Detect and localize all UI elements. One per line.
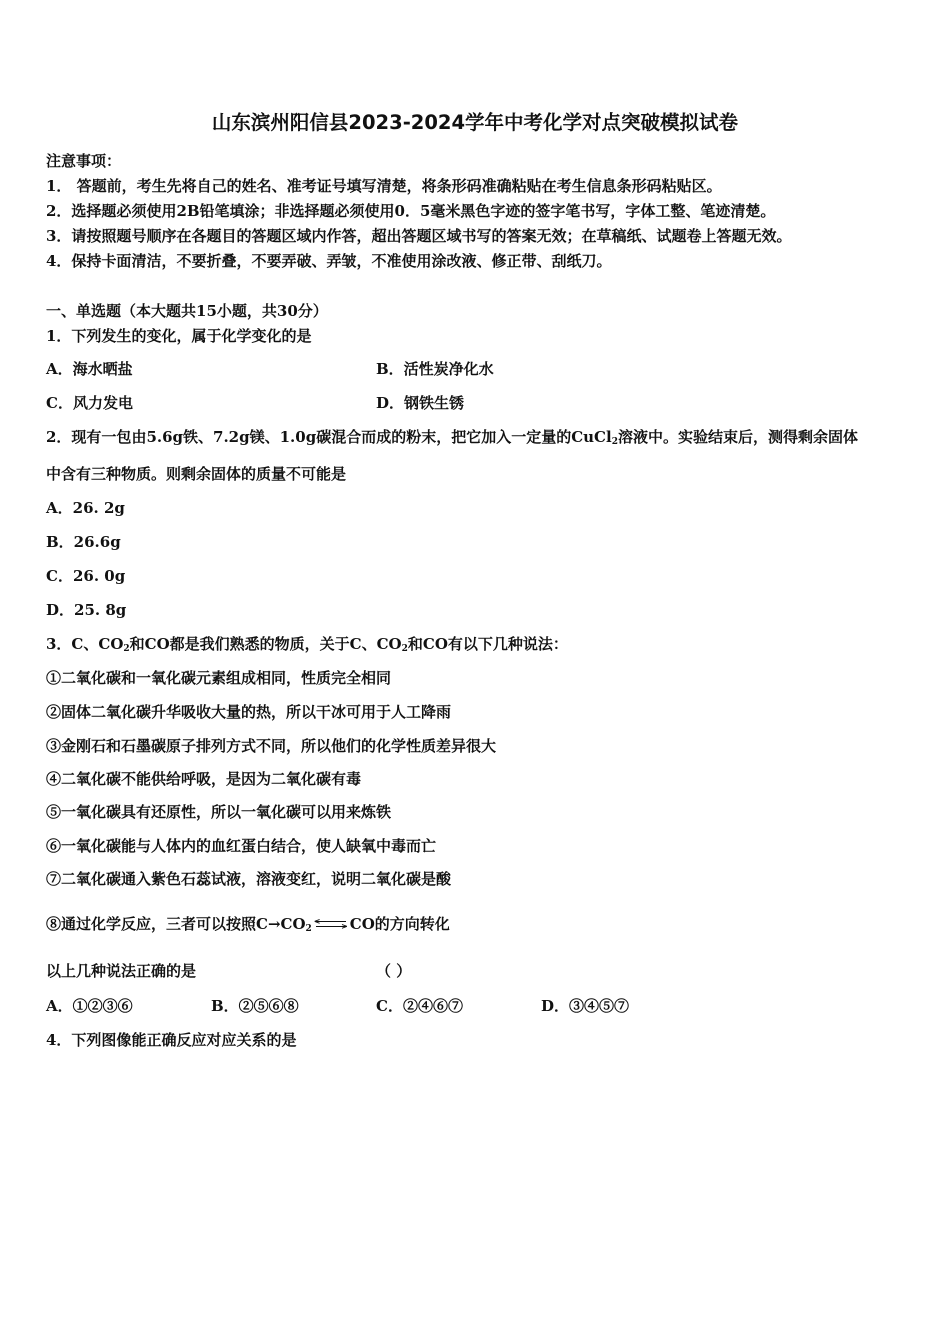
question-1-option-b: B．活性炭净化水	[376, 360, 494, 378]
question-1-stem: 1．下列发生的变化，属于化学变化的是	[46, 327, 312, 345]
question-2-stem	[46, 427, 858, 452]
question-2-option-b: B．26.6g	[46, 533, 121, 551]
notice-item: 4．保持卡面清洁，不要折叠，不要弄破、弄皱，不准使用涂改液、修正带、刮纸刀。	[46, 252, 612, 270]
question-4-stem: 4．下列图像能正确反应对应关系的是	[46, 1031, 297, 1049]
statement-8	[46, 914, 450, 939]
subscript: 2	[611, 437, 618, 447]
notice-item: 1． 答题前，考生先将自己的姓名、准考证号填写清楚，将条形码准确粘贴在考生信息条形码粘贴区。	[46, 177, 722, 195]
statement: ①二氧化碳和一氧化碳元素组成相同，性质完全相同	[46, 669, 392, 687]
notice-heading: 注意事项：	[46, 152, 122, 170]
question-3-stem	[46, 634, 568, 659]
question-2-stem-line2: 中含有三种物质。则剩余固体的质量不可能是	[46, 465, 347, 483]
question-3-prompt: 以上几种说法正确的是	[46, 962, 197, 980]
question-2-option-c: C．26. 0g	[46, 567, 126, 585]
statement: ③金刚石和石墨碳原子排列方式不同，所以他们的化学性质差异很大	[46, 737, 497, 755]
question-2-stem-part: 2．现有一包由5.6g铁、7.2g镁、1.0g碳混合而成的粉末，把它加入一定量的CuCl	[46, 428, 612, 446]
statement: ⑥一氧化碳能与人体内的血红蛋白结合，使人缺氧中毒而亡	[46, 837, 437, 855]
reversible-arrow-icon: < >	[313, 916, 348, 931]
question-3-stem-part: 3．C、CO	[46, 635, 124, 653]
statement-part: ⑧通过化学反应，三者可以按照C→CO	[46, 915, 306, 933]
question-3-option-c: C．②④⑥⑦	[376, 997, 463, 1015]
notice-item: 2．选择题必须使用2B铅笔填涂；非选择题必须使用0．5毫米黑色字迹的签字笔书写，字体工整、笔迹清楚。	[46, 202, 776, 220]
question-1-option-c: C．风力发电	[46, 394, 133, 412]
subscript: 2	[401, 644, 408, 654]
answer-blank: （ ）	[376, 962, 412, 980]
question-2-option-a: A．26. 2g	[46, 499, 125, 517]
statement: ⑦二氧化碳通入紫色石蕊试液，溶液变红，说明二氧化碳是酸	[46, 870, 452, 888]
statement: ⑤一氧化碳具有还原性，所以一氧化碳可以用来炼铁	[46, 803, 392, 821]
question-3-stem-part: 和CO有以下几种说法：	[407, 635, 568, 653]
question-3-option-b: B．②⑤⑥⑧	[211, 997, 299, 1015]
statement-part: CO的方向转化	[349, 915, 450, 933]
statement: ②固体二氧化碳升华吸收大量的热，所以干冰可用于人工降雨	[46, 703, 452, 721]
section-heading: 一、单选题（本大题共15小题，共30分）	[46, 302, 328, 320]
page-title: 山东滨州阳信县2023-2024学年中考化学对点突破模拟试卷	[211, 111, 739, 134]
question-1-option-d: D．钢铁生锈	[376, 394, 465, 412]
question-3-stem-part: 和CO都是我们熟悉的物质，关于C、CO	[129, 635, 402, 653]
question-2-stem-part: 溶液中。实验结束后，测得剩余固体	[617, 428, 858, 446]
question-2-option-d: D．25. 8g	[46, 601, 127, 619]
subscript: 2	[305, 924, 312, 934]
question-1-option-a: A．海水晒盐	[46, 360, 133, 378]
question-3-option-d: D．③④⑤⑦	[541, 997, 630, 1015]
notice-item: 3．请按照题号顺序在各题目的答题区域内作答，超出答题区域书写的答案无效；在草稿纸、试题卷上答题无效。	[46, 227, 792, 245]
subscript: 2	[123, 644, 130, 654]
statement: ④二氧化碳不能供给呼吸，是因为二氧化碳有毒	[46, 770, 362, 788]
question-3-option-a: A．①②③⑥	[46, 997, 133, 1015]
